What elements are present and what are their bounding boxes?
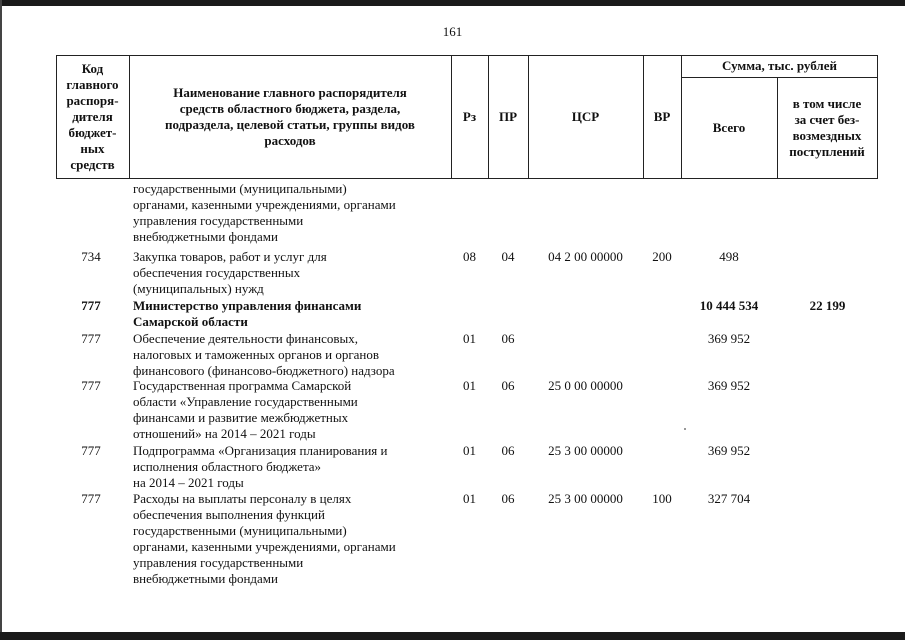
row-pr: 06: [501, 378, 515, 393]
scan-border-bottom: [0, 632, 905, 640]
header-code-line: Код: [81, 60, 104, 76]
row-name-line: государственными (муниципальными): [133, 523, 347, 538]
row-name: [133, 249, 451, 297]
header-name-line: Наименование главного распорядителя: [173, 84, 407, 100]
row-pr: 06: [501, 443, 515, 458]
header-code-line: бюджет-: [68, 124, 117, 140]
row-total: 369 952: [707, 378, 751, 393]
row-name-line: финансового (финансово-бюджетного) надзора: [133, 363, 395, 378]
header-csr: ЦСР: [571, 108, 600, 124]
header-code-line: ных: [80, 140, 105, 156]
row-name-line: отношений» на 2014 – 2021 годы: [133, 426, 316, 441]
row-code: 777: [81, 331, 101, 346]
row-name-line: обеспечения государственных: [133, 265, 301, 280]
row-pr: 06: [501, 491, 515, 506]
header-code-line: дителя: [72, 108, 113, 124]
row-name-line: Министерство управления финансами: [133, 298, 362, 313]
row-name-line: органами, казенными учреждениями, органами: [133, 539, 396, 554]
header-vr: ВР: [653, 108, 671, 124]
row-rz: 01: [463, 443, 476, 458]
header-free: [777, 77, 877, 178]
page-number: 161: [442, 24, 463, 39]
row-vr: 100: [652, 491, 672, 506]
header-free-line: в том числе: [792, 95, 862, 111]
header-code-line: средств: [70, 156, 115, 172]
row-csr: 25 0 00 00000: [548, 378, 623, 393]
header-free-line: возмездных: [792, 127, 862, 143]
header-name-line: расходов: [264, 132, 316, 148]
row-total: 327 704: [707, 491, 751, 506]
row-rz: 01: [463, 378, 476, 393]
row-name-line: Обеспечение деятельности финансовых,: [133, 331, 358, 346]
row-total: 10 444 534: [699, 298, 759, 313]
row-rz: 01: [463, 331, 476, 346]
row-name-line: внебюджетными фондами: [133, 571, 278, 586]
header-rz: Рз: [462, 108, 477, 124]
row-code: 777: [81, 443, 101, 458]
header-name-line: подраздела, целевой статьи, группы видов: [165, 116, 415, 132]
scan-border-top: [0, 0, 905, 6]
row-vr: 200: [652, 249, 672, 264]
row-csr: 25 3 00 00000: [548, 443, 623, 458]
row-total: 498: [719, 249, 739, 264]
row-csr: 25 3 00 00000: [548, 491, 623, 506]
row-rz: 01: [463, 491, 476, 506]
scan-speck: [684, 428, 686, 430]
row-name-line: Подпрограмма «Организация планирования и: [133, 443, 388, 458]
row-name: [133, 378, 451, 442]
header-total: Всего: [712, 119, 746, 135]
row-name: [133, 491, 451, 587]
row-name-line: (муниципальных) нужд: [133, 281, 264, 296]
header-name: [129, 55, 451, 178]
row-name-line: управления государственными: [133, 555, 304, 570]
row-total: 369 952: [707, 331, 751, 346]
header-code: [56, 55, 129, 178]
row-name-line: Расходы на выплаты персоналу в целях: [133, 491, 352, 506]
row-name: [133, 298, 451, 330]
header-free-line: за счет без-: [794, 111, 860, 127]
row-name: [133, 443, 451, 491]
header-bottom-border: [56, 178, 878, 179]
row-pr: 06: [501, 331, 515, 346]
row-name-line: финансами и развитие межбюджетных: [133, 410, 349, 425]
header-free-line: поступлений: [789, 143, 865, 159]
header-sum: Сумма, тыс. рублей: [722, 58, 837, 73]
row-pr: 04: [501, 249, 515, 264]
header-code-line: распоря-: [66, 92, 119, 108]
row-name: [133, 331, 451, 379]
row-name-line: исполнения областного бюджета»: [133, 459, 322, 474]
row-free: 22 199: [809, 298, 846, 313]
header-name-line: средств областного бюджета, раздела,: [179, 100, 401, 116]
row-rz: 08: [463, 249, 476, 264]
header-code-line: главного: [66, 76, 119, 92]
row-name-line: Самарской области: [133, 314, 248, 329]
row-name-line: Государственная программа Самарской: [133, 378, 352, 393]
row-name-line: Закупка товаров, работ и услуг для: [133, 249, 327, 264]
row-name-line: налоговых и таможенных органов и органов: [133, 347, 380, 362]
row-name-line: на 2014 – 2021 годы: [133, 475, 244, 490]
row-name-line: области «Управление государственными: [133, 394, 358, 409]
row-name-line: органами, казенными учреждениями, органами: [133, 197, 396, 212]
row-total: 369 952: [707, 443, 751, 458]
row-name: [133, 181, 451, 245]
row-code: 777: [81, 378, 101, 393]
row-name-line: государственными (муниципальными): [133, 181, 347, 196]
row-code: 777: [81, 298, 101, 313]
row-csr: 04 2 00 00000: [548, 249, 623, 264]
row-code: 734: [81, 249, 101, 264]
row-code: 777: [81, 491, 101, 506]
header-pr: ПР: [498, 108, 518, 124]
row-name-line: управления государственными: [133, 213, 304, 228]
row-name-line: обеспечения выполнения функций: [133, 507, 325, 522]
scan-border-left: [0, 0, 2, 640]
table-header: [56, 55, 878, 179]
row-name-line: внебюджетными фондами: [133, 229, 278, 244]
